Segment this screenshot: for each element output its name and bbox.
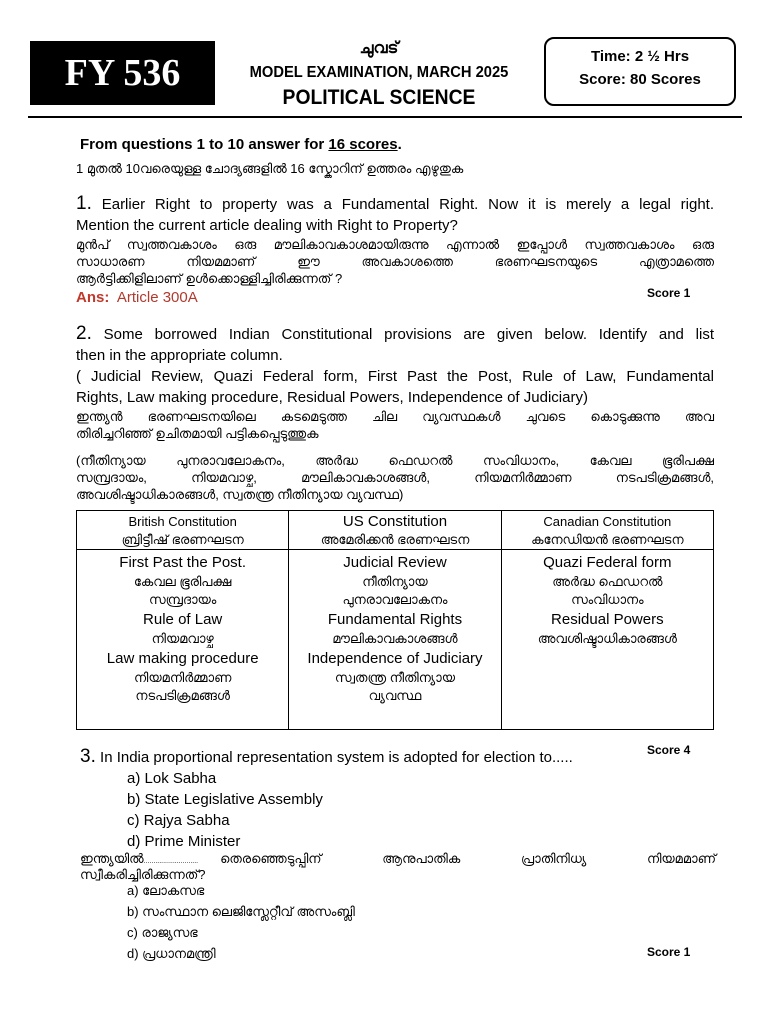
q3-option-d: d) Prime Minister — [127, 833, 241, 850]
q2-line1: Some borrowed Indian Constitutional provisions are given below. Identify and list — [103, 326, 714, 343]
instruction-en: From questions 1 to 10 answer for 16 scores. — [80, 136, 402, 153]
table-item: Residual Powers — [551, 611, 664, 628]
exam-title: MODEL EXAMINATION, MARCH 2025 — [249, 64, 509, 81]
table-item: First Past the Post. — [119, 554, 247, 571]
question-1 — [76, 193, 714, 287]
q1-answer-text: Article 300A — [116, 289, 198, 306]
q3-ml-options — [127, 880, 355, 964]
q3-ml-line2: സ്വീകരിച്ചിരിക്കുന്നത്? — [80, 867, 206, 882]
q1-number: 1. — [76, 193, 92, 214]
table-item: Law making procedure — [106, 650, 259, 667]
col-head-canadian: Canadian Constitution കനേഡിയൻ ഭരണഘടന — [501, 511, 713, 550]
q1-ml3: ആർട്ടിക്കിളിലാണ് ഉൾക്കൊള്ളിച്ചിരിക്കുന്നത് ? — [76, 271, 343, 286]
q3-score: Score 1 — [647, 945, 691, 959]
score-label: Score: 80 Scores — [579, 71, 701, 88]
q2-ml2: തിരിച്ചറിഞ്ഞ് ഉചിതമായി പട്ടികപ്പെടുത്തുക — [76, 426, 319, 441]
question-3 — [80, 746, 640, 768]
table-item: Independence of Judiciary — [307, 650, 483, 667]
time-score-box — [544, 37, 736, 106]
q3-option-c: c) Rajya Sabha — [127, 812, 230, 829]
q2-line3: ( Judicial Review, Quazi Federal form, First Past the Post, Rule of Law, Fundamental — [76, 368, 714, 385]
q1-line2: Mention the current article dealing with Right to Property? — [76, 217, 458, 234]
col-canadian: Quazi Federal form അർദ്ധ ഫെഡറൽ സംവിധാനം Residual Powers അവശിഷ്ടാധികാരങ്ങൾ — [501, 550, 713, 730]
q3-ml-line1: ഇന്ത്യയിൽ ............................ തെരഞ്ഞെടുപ്പിന് ആനുപാതിക പ്രാതിനിധ്യ നിയമമാണ് — [80, 850, 716, 870]
q3-options — [127, 768, 323, 852]
q2-ml4: സമ്പ്രദായം, നിയമവാഴ്ച, മൗലികാവകാശങ്ങൾ, നിയമനിർമ്മാണ നടപടിക്രമങ്ങൾ, — [76, 470, 714, 485]
q3-blank: ............................ — [143, 858, 199, 865]
time-label: Time: 2 ½ Hrs — [590, 48, 690, 65]
question-2 — [76, 323, 714, 442]
q2-score: Score 4 — [647, 743, 691, 757]
col-british: First Past the Post. കേവല ഭൂരിപക്ഷ സമ്പ്രദായം Rule of Law നിയമവാഴ്ച Law making procedure നിയമനിർമ്മാണ നടപടിക്രമങ്ങൾ — [77, 550, 289, 730]
q3-number: 3. — [80, 746, 96, 767]
q2-line2: then in the appropriate column. — [76, 347, 283, 364]
subject-title: POLITICAL SCIENCE — [282, 86, 476, 109]
q1-answer: Ans: Article 300A — [76, 289, 198, 306]
instruction-ml: 1 മുതൽ 10വരെയുള്ള ചോദ്യങ്ങളിൽ 16 സ്കോറിന് ഉത്തരം എഴുതുക — [76, 161, 464, 176]
q2-number: 2. — [76, 323, 92, 344]
instruction-score: 16 scores — [328, 136, 398, 153]
q3-ml-option-d: d) പ്രധാനമന്ത്രി — [127, 946, 216, 961]
q1-score: Score 1 — [647, 286, 691, 300]
col-us: Judicial Review നീതിന്യായ പുനരാവലോകനം Fundamental Rights മൗലികാവകാശങ്ങൾ Independence of Judiciary സ്വതന്ത്ര നീതിന്യായ വ്യവസ്ഥ — [289, 550, 501, 730]
table-item: Rule of Law — [143, 611, 223, 628]
q3-ml-option-b: b) സംസ്ഥാന ലെജിസ്ലേറ്റീവ് അസംബ്ലി — [127, 904, 355, 919]
col-head-british: British Constitution ബ്രിട്ടീഷ് ഭരണഘടന — [77, 511, 289, 550]
table-item: Fundamental Rights — [327, 611, 463, 628]
q3-ml-option-a: a) ലോകസഭ — [127, 883, 205, 898]
q1-line1: Earlier Right to property was a Fundamental Right. Now it is merely a legal right. — [101, 196, 714, 213]
q2-ml1: ഇന്ത്യൻ ഭരണഘടനയിലെ കടമെടുത്ത ചില വ്യവസ്ഥകൾ ചുവടെ കൊടുക്കുന്നു അവ — [76, 409, 714, 424]
constitution-table — [76, 510, 714, 730]
q3-question: In India proportional representation system is adopted for election to..... — [100, 749, 573, 766]
q2-ml3: (നീതിന്യായ പുനരാവലോകനം, അർദ്ധ ഫെഡറൽ സംവിധാനം, കേവല ഭൂരിപക്ഷ — [76, 453, 714, 468]
table-item: Judicial Review — [343, 554, 447, 571]
q3-ml-option-c: c) രാജ്യസഭ — [127, 925, 198, 940]
q1-ml2: സാധാരണ നിയമമാണ് ഈ അവകാശത്തെ ഭരണഘടനയുടെ എത്രാമത്തെ — [76, 254, 714, 269]
q1-ml1: മുൻപ് സ്വത്തവകാശം ഒരു മൗലികാവകാശമായിരുന്നു എന്നാൽ ഇപ്പോൾ സ്വത്തവകാശം ഒരു — [76, 237, 714, 252]
exam-code: FY 536 — [30, 41, 215, 105]
q3-option-a: a) Lok Sabha — [127, 770, 217, 787]
q2-line4: Rights, Law making procedure, Residual Powers, Independence of Judiciary) — [76, 389, 588, 406]
col-head-us: US Constitution അമേരിക്കൻ ഭരണഘടന — [289, 511, 501, 550]
malayalam-title: ചുവട് — [359, 40, 399, 57]
header-divider — [28, 116, 742, 118]
q2-ml5: അവശിഷ്ടാധികാരങ്ങൾ, സ്വതന്ത്ര നീതിന്യായ വ്യവസ്ഥ) — [76, 487, 404, 502]
q2-options-ml — [76, 452, 714, 503]
q3-option-b: b) State Legislative Assembly — [127, 791, 323, 808]
table-item: Quazi Federal form — [543, 554, 672, 571]
